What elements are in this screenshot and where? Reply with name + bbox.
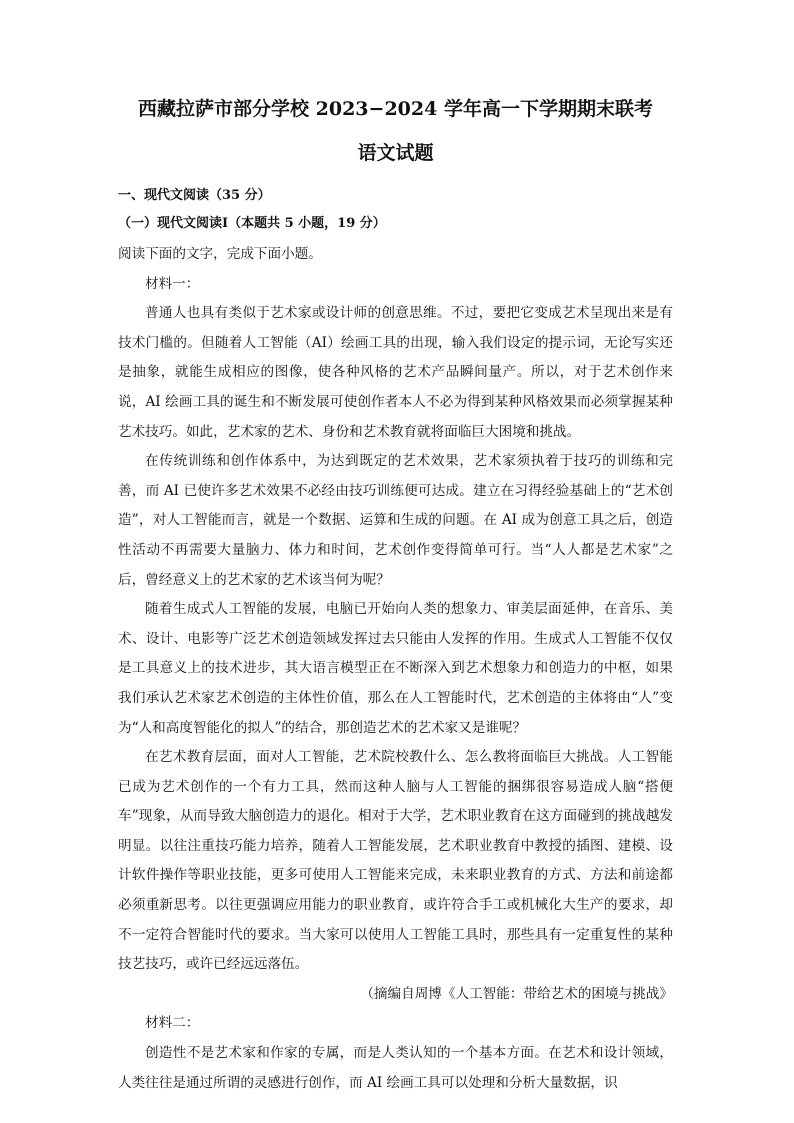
- material-1-paragraph: 在艺术教育层面，面对人工智能，艺术院校教什么、怎么教将面临巨大挑战。人工智能已成为艺术创作的一个有力工具，然而这种人脑与人工智能的捆绑很容易造成人脑“搭便车”现象，从而导致大脑创造力的退化。相对于大学，艺术职业教育在这方面碰到的挑战越发明显。以往注重技巧能力培养，随着人工智能发展，艺术职业教育中教授的插图、建模、设计软件操作等职业技能，更多可使用人工智能来完成，未来职业教育的方式、方法和前途都必须重新思考。以往更强调应用能力的职业教育，或许符合手工或机械化大生产的要求，却不一定符合智能时代的要求。当大家可以使用人工智能工具时，那些具有一定重复性的某种技艺技巧，或许已经远远落伍。: [118, 749, 673, 973]
- material-1-source: （摘编自周博《人工智能：带给艺术的困境与挑战》: [360, 985, 673, 1002]
- material-2-label: 材料二：: [145, 1015, 200, 1032]
- material-1-paragraph: 在传统训练和创作体系中，为达到既定的艺术效果，艺术家须执着于技巧的训练和完善，而 AI 已使许多艺术效果不必经由技巧训练便可达成。建立在习得经验基础上的“艺术创造”，对人工智能而言，就是一个数据、运算和生成的问题。在 AI 成为创意工具之后，创造性活动不再需要大量脑力、体力和时间，艺术创作变得简单可行。当“人人都是艺术家”之后，曾经意义上的艺术家的艺术该当何为呢？: [118, 453, 673, 588]
- material-1-paragraph: 随着生成式人工智能的发展，电脑已开始向人类的想象力、审美层面延伸，在音乐、美术、设计、电影等广泛艺术创造领域发挥过去只能由人发挥的作用。生成式人工智能不仅仅是工具意义上的技术进步，其大语言模型正在不断深入到艺术想象力和创造力的中枢，如果我们承认艺术家艺术创造的主体性价值，那么在人工智能时代，艺术创造的主体将由“人”变为“人和高度智能化的拟人”的结合，那创造艺术的艺术家又是谁呢？: [118, 601, 673, 736]
- document-page: [118, 92, 673, 1098]
- document-title: 西藏拉萨市部分学校 2023−2024 学年高一下学期期末联考: [138, 98, 653, 120]
- instruction-text: 阅读下面的文字，完成下面小题。: [118, 246, 322, 262]
- document-subtitle: 语文试题: [357, 142, 434, 164]
- subsection-heading: （一）现代文阅读Ⅰ（本题共 5 小题，19 分）: [118, 216, 386, 231]
- material-1-paragraph: 普通人也具有类似于艺术家或设计师的创意思维。不过，要把它变成艺术呈现出来是有技术门槛的。但随着人工智能（AI）绘画工具的出现，输入我们设定的提示词，无论写实还是抽象，就能生成相应的图像，使各种风格的艺术产品瞬间量产。所以，对于艺术创作来说，AI 绘画工具的诞生和不断发展可使创作者本人不必为得到某种风格效果而必须掌握某种艺术技巧。如此，艺术家的艺术、身份和艺术教育就将面临巨大困境和挑战。: [118, 305, 673, 440]
- material-2-paragraph: 创造性不是艺术家和作家的专属，而是人类认知的一个基本方面。在艺术和设计领域，人类往往是通过所谓的灵感进行创作，而 AI 绘画工具可以处理和分析大量数据，识: [118, 1045, 673, 1091]
- section-heading: 一、现代文阅读（35 分）: [118, 188, 271, 203]
- material-1-label: 材料一：: [145, 275, 200, 292]
